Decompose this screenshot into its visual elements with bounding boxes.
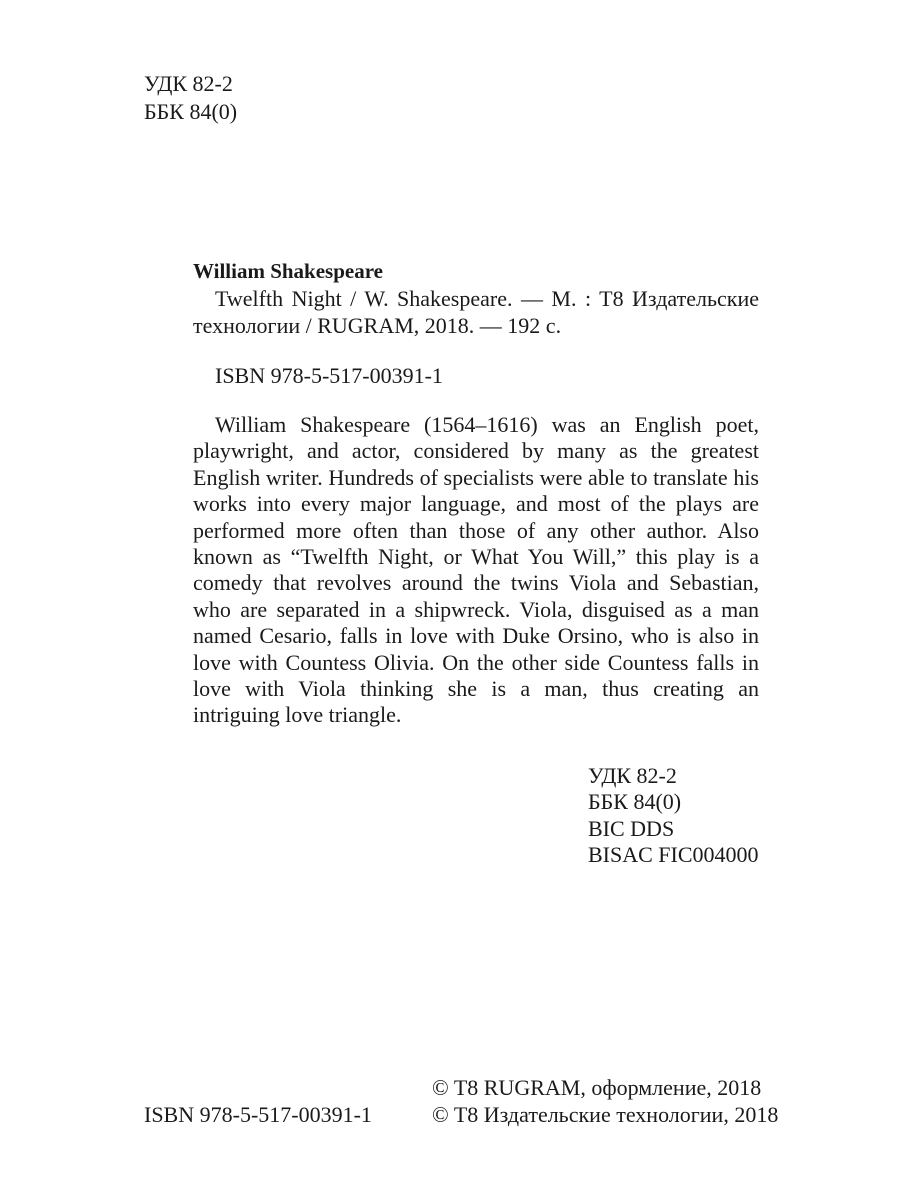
card-bbk-code: ББК 84(0) (588, 789, 682, 815)
copyright-line-publisher: © T8 Издательские технологии, 2018 (432, 1102, 779, 1127)
card-bic-code: BIC DDS (588, 815, 675, 841)
card-isbn: ISBN 978-5-517-00391-1 (215, 363, 443, 388)
card-classification-codes (588, 763, 759, 869)
copyright-line-design: © T8 RUGRAM, оформление, 2018 (432, 1075, 762, 1100)
annotation-text: William Shakespeare (1564–1616) was an English poet, playwright, and actor, considered by many as the greatest English writer. Hundreds of specialists were able to translate his works into every major language, and most of the plays are performed more often than those of any other author. Also known as “Twelfth Night, or What You Will,” this play is a comedy that revolves around the twins Viola and Sebastian, who are separated in a shipwreck. Viola, disguised as a man named Cesario, falls in love with Duke Orsino, who is also in love with Countess Olivia. On the other side Countess falls in love with Viola thinking she is a man, thus creating an intriguing love triangle. (193, 412, 759, 728)
bbk-code: ББК 84(0) (144, 99, 238, 124)
bibliographic-description: Twelfth Night / W. Shakespeare. — M. : T8 Издательские технологии / RUGRAM, 2018. — 192 с. (193, 286, 759, 338)
footer-isbn: ISBN 978-5-517-00391-1 (144, 1102, 372, 1127)
catalog-card (193, 257, 759, 869)
udk-code: УДК 82-2 (144, 71, 233, 96)
author-name: William Shakespeare (193, 259, 383, 283)
card-udk-code: УДК 82-2 (588, 762, 677, 788)
card-bisac-code: BISAC FIC004000 (588, 842, 759, 868)
header-classification-codes (144, 70, 237, 126)
copyright-block (432, 1074, 778, 1128)
